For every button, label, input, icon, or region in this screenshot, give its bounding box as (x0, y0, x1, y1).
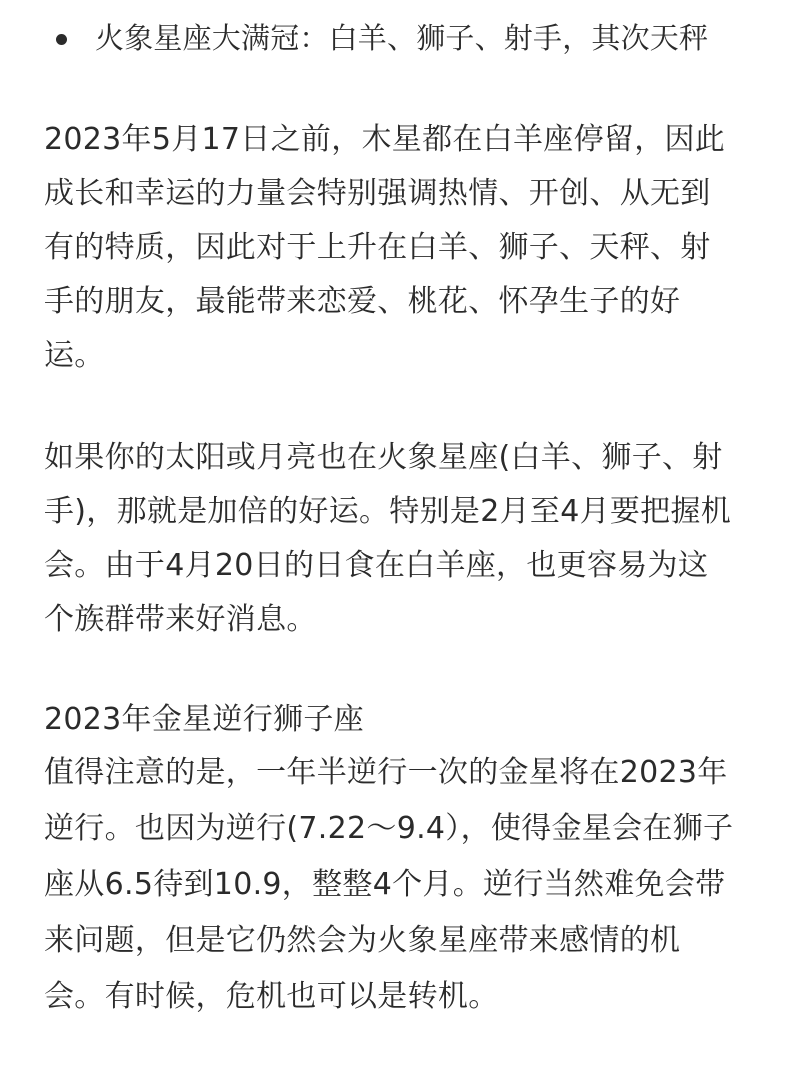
paragraph-line: 值得注意的是，一年半逆行一次的金星将在2023年 (44, 755, 728, 790)
paragraph-line: 会。由于4月20日的日食在白羊座，也更容易为这 (44, 548, 709, 583)
paragraph-line: 运。 (44, 338, 105, 373)
paragraph-line: 逆行。也因为逆行(7.22～9.4），使得金星会在狮子 (44, 811, 734, 846)
paragraph-line: 座从6.5待到10.9，整整4个月。逆行当然难免会带 (44, 867, 726, 902)
paragraph-line: 个族群带来好消息。 (44, 602, 317, 637)
bullet-list-item (0, 8, 800, 56)
paragraph-line: 2023年5月17日之前，木星都在白羊座停留，因此 (44, 122, 726, 157)
paragraph-jupiter-in-aries (44, 113, 774, 383)
paragraph-line: 如果你的太阳或月亮也在火象星座(白羊、狮子、射 (44, 440, 723, 475)
paragraph-line: 来问题，但是它仍然会为火象星座带来感情的机 (44, 923, 681, 958)
paragraph-line: 成长和幸运的力量会特别强调热情、开创、从无到 (44, 176, 711, 211)
bullet-item-text: 火象星座大满冠：白羊、狮子、射手，其次天秤 (95, 21, 709, 55)
bullet-dot-icon (56, 34, 67, 45)
section-heading: 2023年金星逆行狮子座 (44, 702, 364, 737)
paragraph-line: 有的特质，因此对于上升在白羊、狮子、天秤、射 (44, 230, 711, 265)
paragraph-venus-retrograde (44, 695, 774, 1025)
paragraph-line: 会。有时候，危机也可以是转机。 (44, 979, 499, 1014)
paragraph-sun-moon-fire-signs (44, 431, 774, 647)
paragraph-line: 手的朋友，最能带来恋爱、桃花、怀孕生子的好 (44, 284, 681, 319)
paragraph-line: 手)，那就是加倍的好运。特别是2月至4月要把握机 (44, 494, 732, 529)
